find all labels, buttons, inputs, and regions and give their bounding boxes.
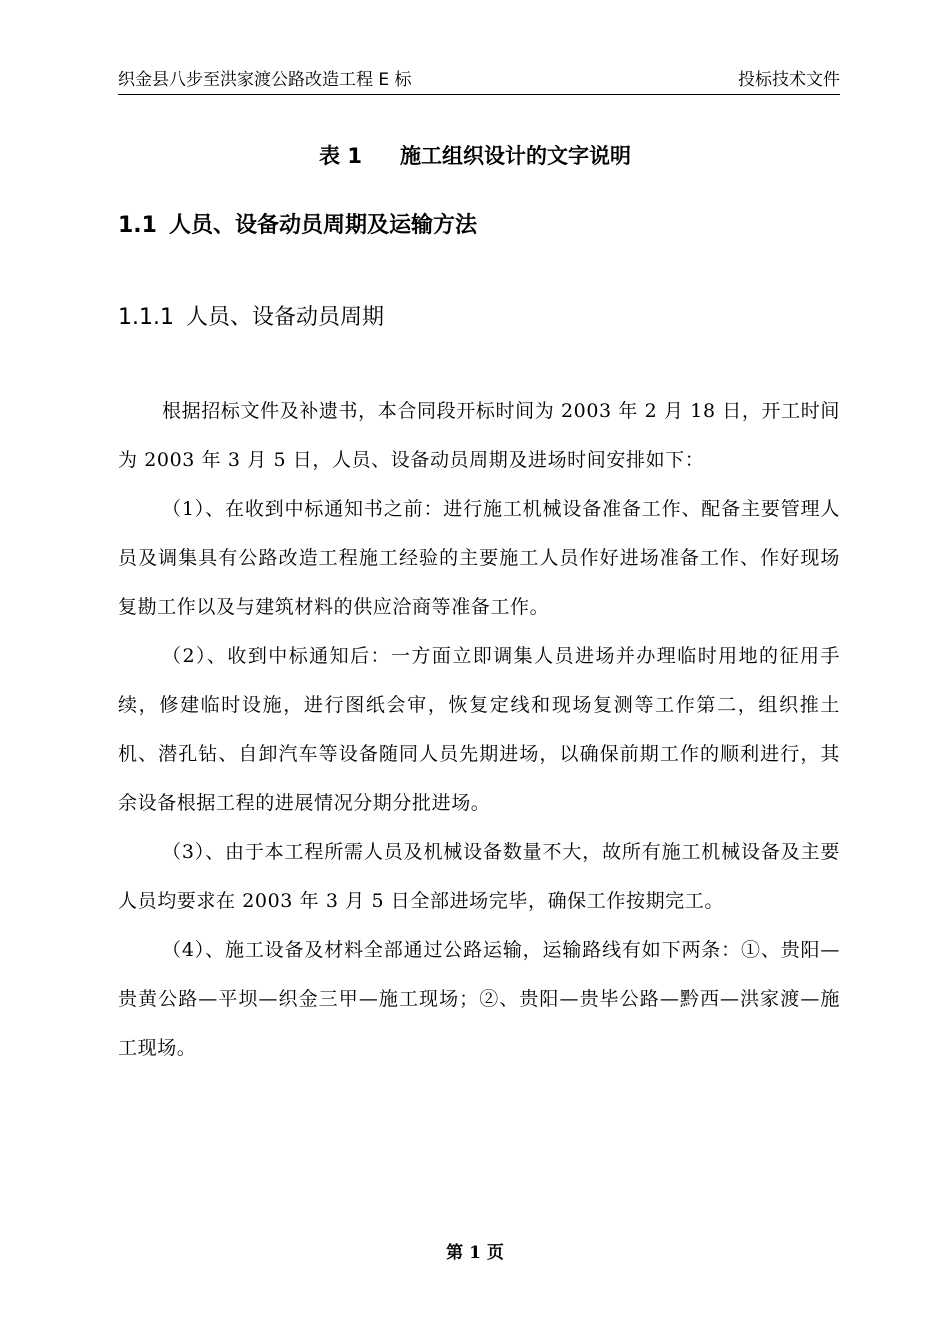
subsection-number: 1.1.1 <box>118 305 174 330</box>
section-heading <box>118 210 477 242</box>
page-header <box>118 66 840 95</box>
header-document-type: 投标技术文件 <box>738 70 840 90</box>
paragraph-item-1: （1）、在收到中标通知书之前：进行施工机械设备准备工作、配备主要管理人员及调集具有公路改造工程施工经验的主要施工人员作好进场准备工作、作好现场复勘工作以及与建筑材料的供应洽商等准备工作。 <box>118 498 840 618</box>
body-text <box>118 387 840 1073</box>
paragraph-intro: 根据招标文件及补遗书，本合同段开标时间为 2003 年 2 月 18 日，开工时间为 2003 年 3 月 5 日，人员、设备动员周期及进场时间安排如下： <box>118 400 840 471</box>
table-title-label: 表 1 <box>319 144 362 168</box>
page-number: 第 1 页 <box>446 1243 504 1263</box>
subsection-heading <box>118 302 384 334</box>
section-title: 人员、设备动员周期及运输方法 <box>168 213 477 238</box>
header-project-name: 织金县八步至洪家渡公路改造工程 E 标 <box>118 70 412 90</box>
subsection-title: 人员、设备动员周期 <box>185 305 384 330</box>
table-title <box>0 141 950 171</box>
section-number: 1.1 <box>118 213 157 238</box>
paragraph-item-2: （2）、收到中标通知后：一方面立即调集人员进场并办理临时用地的征用手续，修建临时设施，进行图纸会审，恢复定线和现场复测等工作第二，组织推土机、潜孔钻、自卸汽车等设备随同人员先期进场，以确保前期工作的顺利进行，其余设备根据工程的进展情况分期分批进场。 <box>118 645 840 814</box>
paragraph-item-4: （4）、施工设备及材料全部通过公路运输，运输路线有如下两条：①、贵阳—贵黄公路—平坝—织金三甲—施工现场；②、贵阳—贵毕公路—黔西—洪家渡—施工现场。 <box>118 939 840 1059</box>
paragraph-item-3: （3）、由于本工程所需人员及机械设备数量不大，故所有施工机械设备及主要人员均要求在 2003 年 3 月 5 日全部进场完毕，确保工作按期完工。 <box>118 841 840 912</box>
table-title-text: 施工组织设计的文字说明 <box>399 144 631 168</box>
